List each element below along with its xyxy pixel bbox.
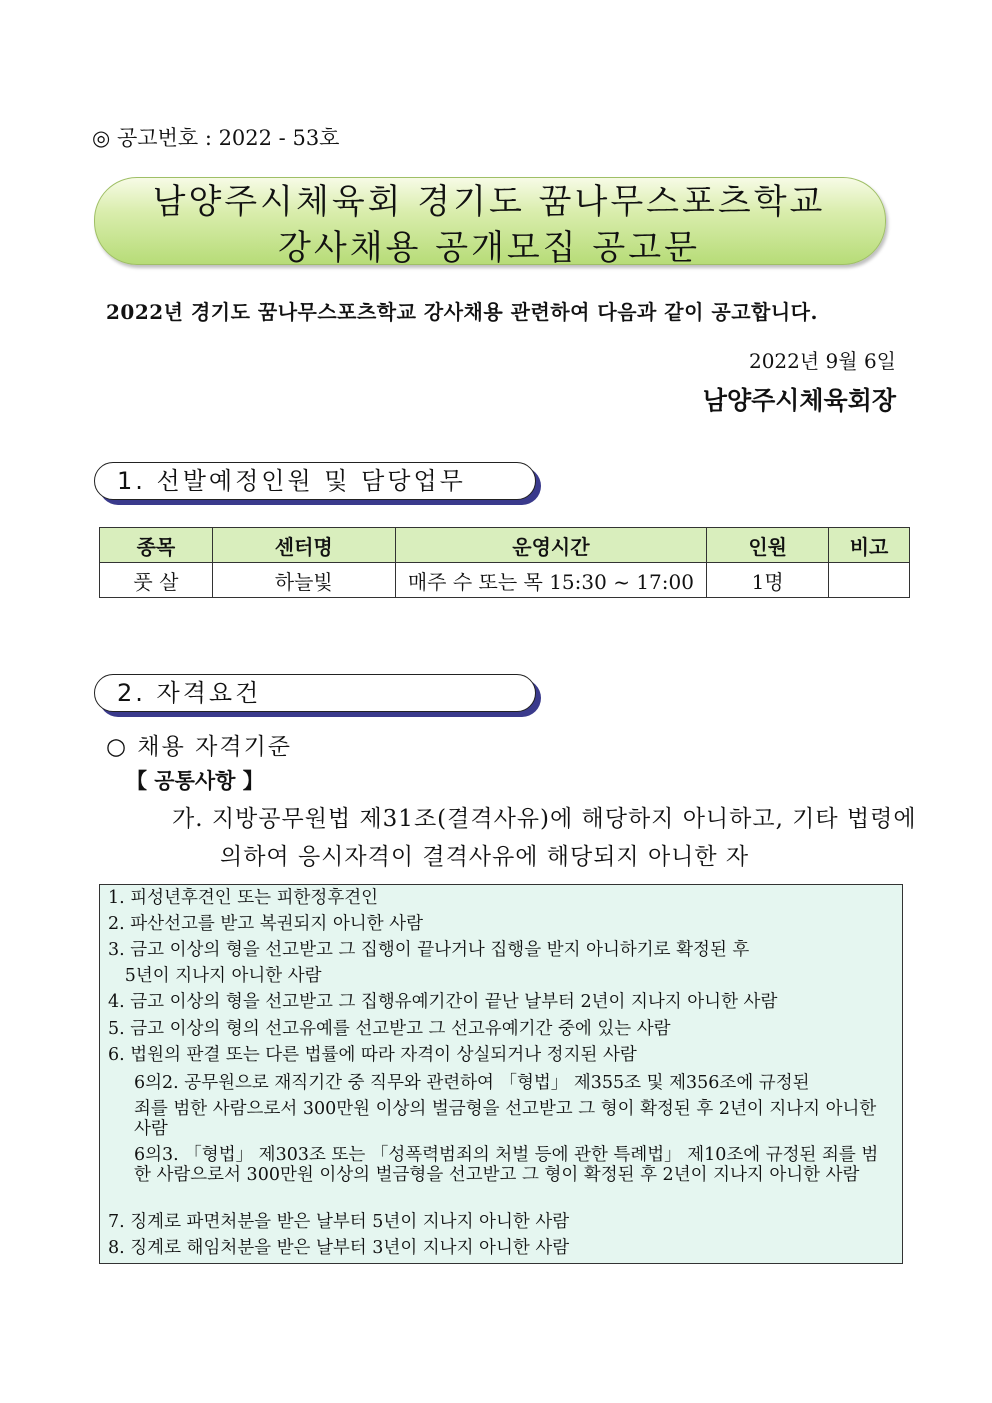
title-line-2: 강사채용 공개모집 공고문 <box>278 228 700 268</box>
notice-number: ◎ 공고번호 : 2022 - 53호 <box>92 126 340 150</box>
table-cell: 1명 <box>707 563 829 598</box>
disqualification-item: 5년이 지나지 아니한 사람 <box>108 966 322 986</box>
item-ga-line-1: 가. 지방공무원법 제31조(결격사유)에 해당하지 아니하고, 기타 법령에 <box>172 806 917 832</box>
intro-text: 2022년 경기도 꿈나무스포츠학교 강사채용 관련하여 다음과 같이 공고합니다. <box>106 300 818 324</box>
staff-table <box>99 527 910 598</box>
disqualification-item: 7. 징계로 파면처분을 받은 날부터 5년이 지나지 아니한 사람 <box>108 1212 570 1232</box>
title-line-1: 남양주시체육회 경기도 꿈나무스포츠학교 <box>152 182 826 222</box>
disqualification-item: 2. 파산선고를 받고 복권되지 아니한 사람 <box>108 914 423 934</box>
signer: 남양주시체육회장 <box>702 386 896 415</box>
table-cell: 풋 살 <box>100 563 213 598</box>
table-cell: 하늘빛 <box>212 563 395 598</box>
table-header-row <box>100 528 910 563</box>
table-header-cell: 종목 <box>100 528 213 563</box>
item-ga-line-2: 의하여 응시자격이 결격사유에 해당되지 아니한 자 <box>220 844 750 870</box>
disqualification-box <box>99 884 903 1264</box>
common-title: 【 공통사항 】 <box>126 768 264 793</box>
section-2-heading: 2. 자격요건 <box>94 674 536 712</box>
table-cell <box>829 563 910 598</box>
qualification-title: ○ 채용 자격기준 <box>106 734 292 760</box>
table-header-cell: 센터명 <box>212 528 395 563</box>
disqualification-item: 죄를 범한 사람으로서 300만원 이상의 벌금형을 선고받고 그 형이 확정된 후 2년이 지나지 아니한 사람 <box>134 1099 877 1139</box>
disqualification-item: 6의2. 공무원으로 재직기간 중 직무와 관련하여 「형법」 제355조 및 제356조에 규정된 <box>134 1073 810 1093</box>
disqualification-item: 5. 금고 이상의 형의 선고유예를 선고받고 그 선고유예기간 중에 있는 사람 <box>108 1019 671 1039</box>
disqualification-item: 6의3. 「형법」 제303조 또는 「성폭력범죄의 처벌 등에 관한 특례법」 제10조에 규정된 죄를 범한 사람으로서 300만원 이상의 벌금형을 선고받고 그 형이 확정된 후 2년이 지나지 아니한 사람 <box>134 1145 879 1185</box>
disqualification-item: 4. 금고 이상의 형을 선고받고 그 집행유예기간이 끝난 날부터 2년이 지나지 아니한 사람 <box>108 992 778 1012</box>
disqualification-item: 8. 징계로 해임처분을 받은 날부터 3년이 지나지 아니한 사람 <box>108 1238 570 1258</box>
disqualification-item: 6. 법원의 판결 또는 다른 법률에 따라 자격이 상실되거나 정지된 사람 <box>108 1045 637 1065</box>
table-cell: 매주 수 또는 목 15:30 ~ 17:00 <box>395 563 707 598</box>
table-header-cell: 비고 <box>829 528 910 563</box>
disqualification-item: 1. 피성년후견인 또는 피한정후견인 <box>108 888 379 908</box>
table-header-cell: 운영시간 <box>395 528 707 563</box>
table-row <box>100 563 910 598</box>
disqualification-item: 3. 금고 이상의 형을 선고받고 그 집행이 끝나거나 집행을 받지 아니하기로 확정된 후 <box>108 940 750 960</box>
table-header-cell: 인원 <box>707 528 829 563</box>
notice-date: 2022년 9월 6일 <box>748 349 896 373</box>
section-1-heading: 1. 선발예정인원 및 담당업무 <box>94 462 536 500</box>
